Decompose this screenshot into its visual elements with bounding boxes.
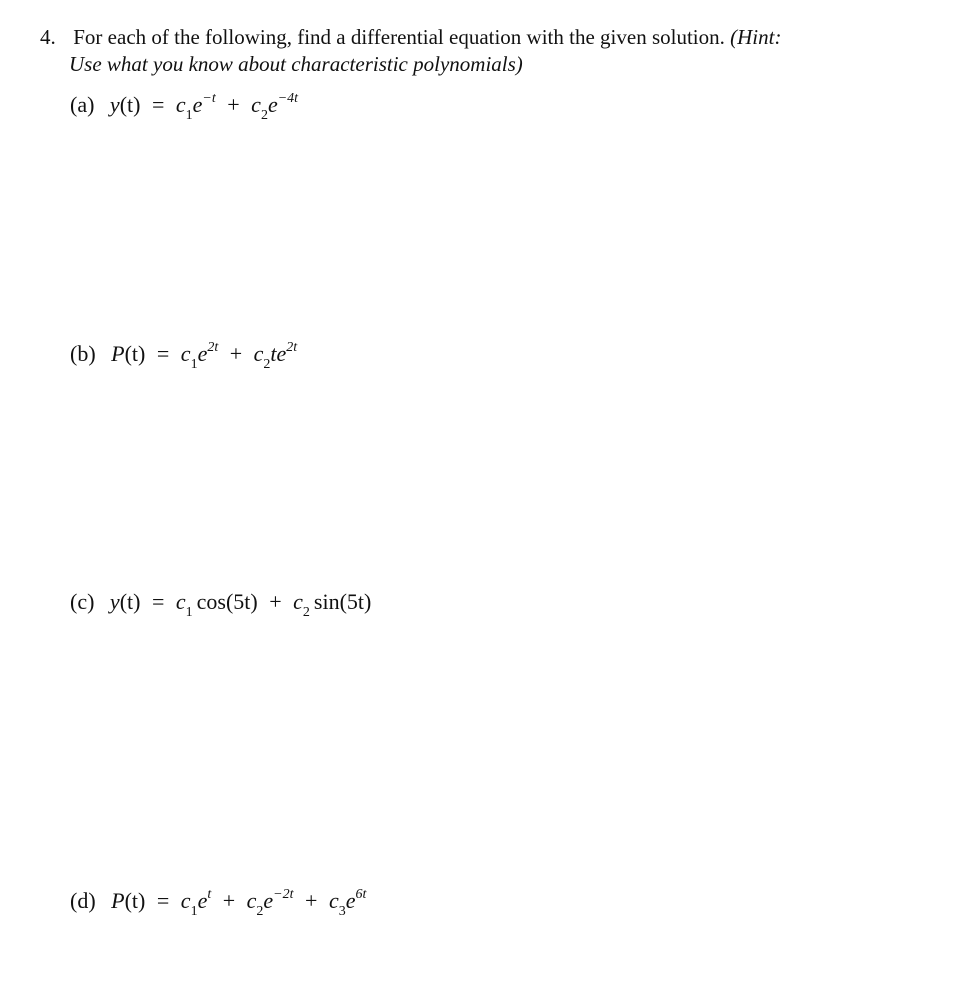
base: e bbox=[267, 92, 278, 117]
subscript: 1 bbox=[190, 357, 198, 373]
equation bbox=[109, 588, 372, 621]
coefficient: c bbox=[293, 589, 303, 614]
problem-prompt: For each of the following, find a differential equation with the given solution. bbox=[73, 25, 725, 49]
subscript: 1 bbox=[190, 904, 198, 920]
lhs-function: y bbox=[109, 589, 120, 614]
plus-sign: + bbox=[222, 888, 236, 913]
base: e bbox=[197, 888, 208, 913]
equals-sign: = bbox=[151, 589, 165, 614]
variable-t: t bbox=[270, 341, 277, 366]
coefficient: c bbox=[328, 888, 339, 913]
subscript: 2 bbox=[263, 357, 271, 373]
plus-sign: + bbox=[229, 341, 243, 366]
subscript: 1 bbox=[185, 605, 193, 621]
plus-sign: + bbox=[305, 888, 318, 913]
base: e bbox=[192, 92, 203, 117]
coefficient: c bbox=[180, 341, 191, 366]
exponent: 2t bbox=[207, 339, 219, 355]
base: e bbox=[276, 341, 287, 366]
exponent: t bbox=[207, 886, 212, 902]
function-argument: (5t) bbox=[225, 589, 258, 614]
equation bbox=[111, 339, 298, 373]
lhs-variable: (t) bbox=[119, 92, 141, 117]
function-argument: (5t) bbox=[339, 589, 372, 614]
part-c bbox=[70, 588, 372, 621]
subscript: 2 bbox=[302, 605, 310, 621]
base: e bbox=[263, 888, 274, 913]
coefficient: c bbox=[175, 589, 186, 614]
lhs-function: P bbox=[111, 341, 125, 366]
equals-sign: = bbox=[156, 341, 170, 366]
exponent: −2t bbox=[273, 886, 294, 902]
base: e bbox=[345, 888, 356, 913]
part-label: (a) bbox=[70, 92, 95, 117]
equals-sign: = bbox=[151, 92, 165, 117]
exponent: −t bbox=[202, 90, 216, 106]
exponent: 2t bbox=[286, 339, 298, 355]
coefficient: c bbox=[251, 92, 261, 117]
lhs-variable: (t) bbox=[124, 341, 146, 366]
plus-sign: + bbox=[269, 589, 282, 614]
lhs-function: y bbox=[109, 92, 120, 117]
subscript: 1 bbox=[185, 108, 193, 124]
base: e bbox=[197, 341, 208, 366]
subscript: 2 bbox=[260, 108, 268, 124]
part-label: (b) bbox=[70, 341, 96, 366]
lhs-variable: (t) bbox=[124, 888, 146, 913]
part-d bbox=[70, 886, 367, 920]
hint-label: (Hint: bbox=[730, 25, 782, 49]
lhs-variable: (t) bbox=[119, 589, 141, 614]
sine-function: sin bbox=[313, 589, 340, 614]
part-label: (d) bbox=[70, 888, 96, 913]
problem-statement bbox=[40, 24, 920, 78]
exponent: −4t bbox=[277, 90, 299, 106]
coefficient: c bbox=[175, 92, 186, 117]
part-label: (c) bbox=[70, 589, 95, 614]
equation bbox=[111, 886, 367, 920]
subscript: 3 bbox=[338, 904, 346, 920]
coefficient: c bbox=[180, 888, 191, 913]
part-a bbox=[70, 90, 299, 124]
part-b bbox=[70, 339, 298, 373]
equals-sign: = bbox=[156, 888, 170, 913]
hint-text: Use what you know about characteristic polynomials) bbox=[69, 52, 523, 76]
plus-sign: + bbox=[227, 92, 240, 117]
subscript: 2 bbox=[256, 904, 264, 920]
cosine-function: cos bbox=[196, 589, 226, 614]
coefficient: c bbox=[246, 888, 257, 913]
coefficient: c bbox=[253, 341, 264, 366]
problem-number: 4. bbox=[40, 25, 56, 49]
equation bbox=[109, 90, 299, 124]
lhs-function: P bbox=[111, 888, 125, 913]
exponent: 6t bbox=[355, 886, 367, 902]
